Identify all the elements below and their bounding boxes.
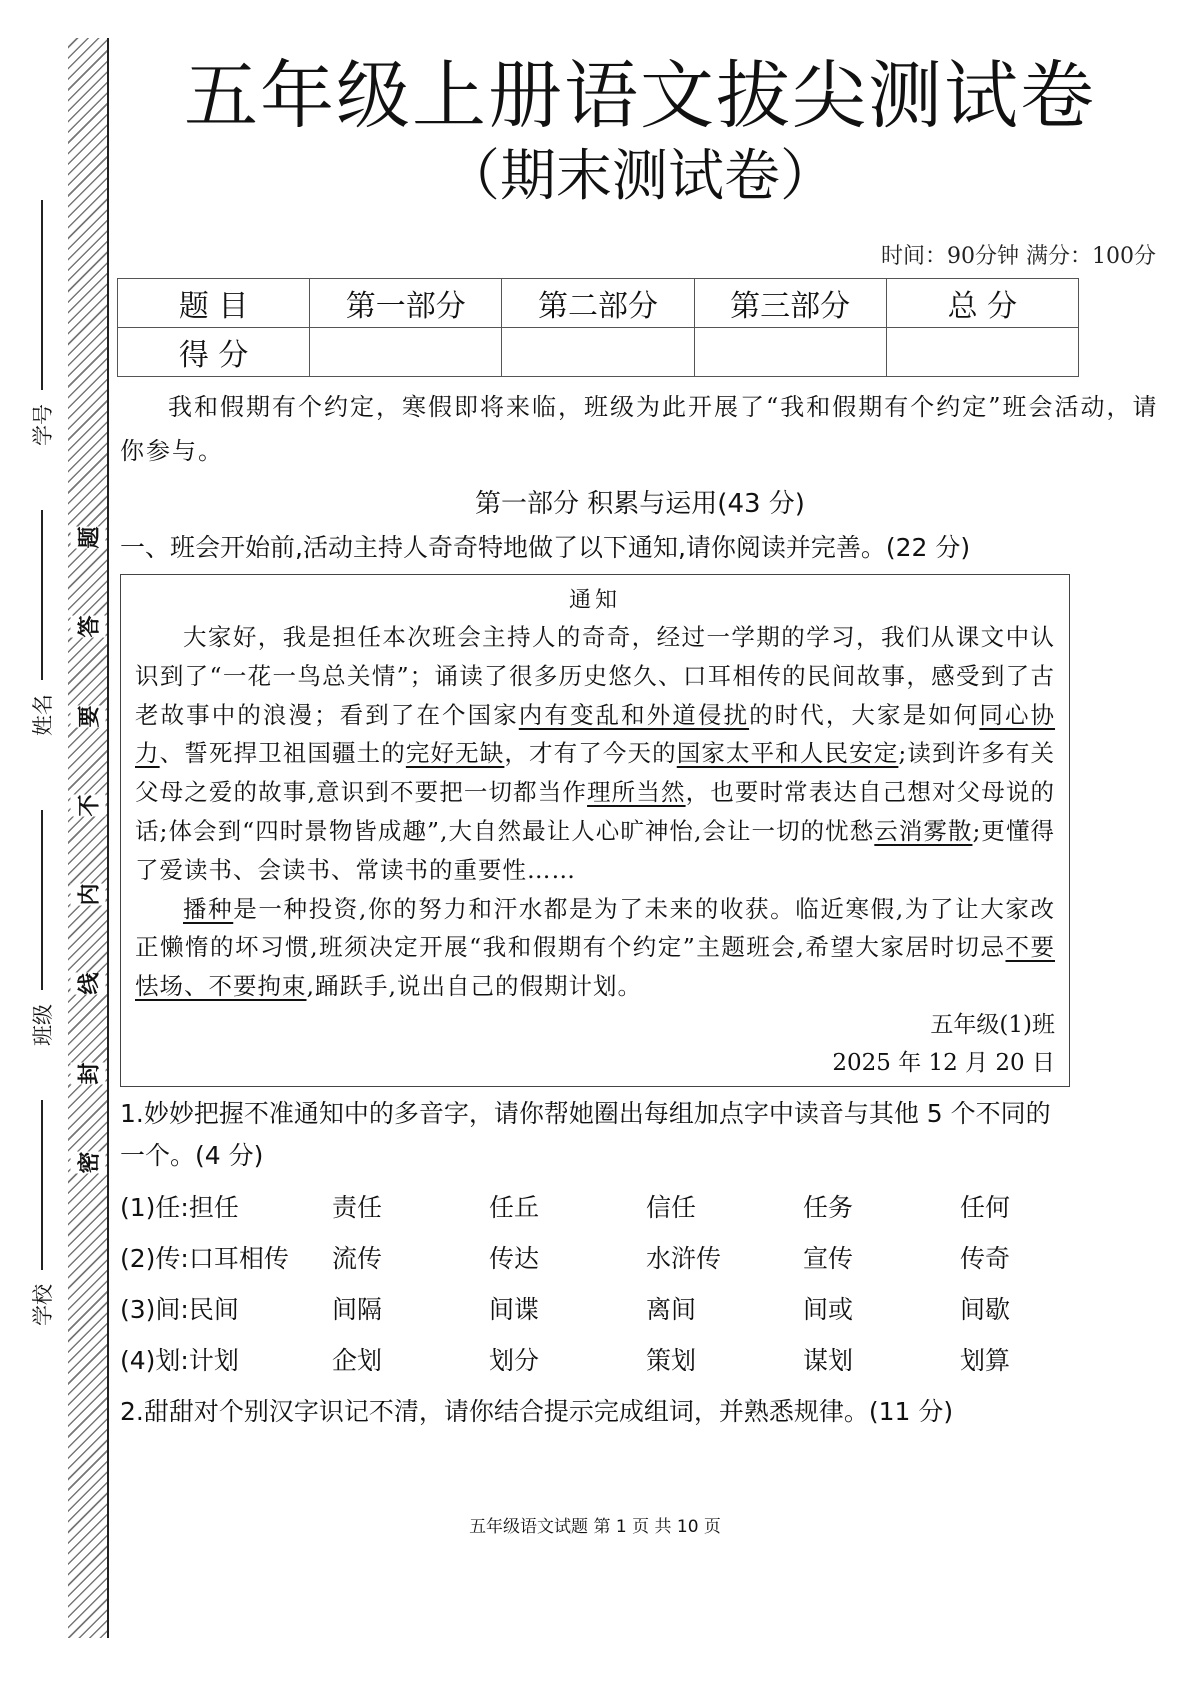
polyphone-grid	[120, 1181, 1160, 1385]
student-id-field	[22, 200, 62, 446]
name-line	[41, 510, 43, 680]
score-cell-part3[interactable]	[694, 328, 886, 377]
word-option[interactable]: (3)间:民间	[120, 1295, 239, 1325]
word-option[interactable]: 企划	[332, 1346, 383, 1376]
question-1-text: 1.妙妙把握不准通知中的多音字，请你帮她圈出每组加点字中读音与其他 5 个不同的一个。(4 分)	[120, 1098, 1051, 1170]
underlined-phrase: 国家太平和人民安定	[676, 739, 899, 768]
word-option[interactable]: 策划	[646, 1346, 697, 1376]
word-option[interactable]: 传达	[489, 1244, 540, 1274]
word-option[interactable]: 谋划	[803, 1346, 854, 1376]
word-option[interactable]: 流传	[332, 1244, 383, 1274]
time-info: 时间：90分钟 满分：100分	[881, 244, 1156, 269]
class-line	[41, 810, 43, 990]
school-field	[22, 1100, 62, 1326]
word-option[interactable]: 宣传	[803, 1244, 854, 1274]
score-header-cell: 第二部分	[502, 279, 694, 328]
polyphone-row	[120, 1181, 1160, 1232]
word-option[interactable]: 离间	[646, 1295, 697, 1325]
score-cell-part2[interactable]	[502, 328, 694, 377]
name-field	[22, 510, 62, 736]
class-label: 班级	[31, 1004, 55, 1046]
word-option[interactable]: 水浒传	[646, 1244, 722, 1274]
seal-char: 线	[70, 973, 105, 995]
notice-text: ;读到许多有关父母之爱的故事,意识到不要把一切都当作	[135, 739, 1056, 807]
class-field	[22, 810, 62, 1046]
notice-text: ，也要时常表达自己想对父母说的话;体会到“四时景物皆成趣”,大自然最让人心旷神怡,会让一切的忧愁	[135, 778, 1055, 845]
score-table	[117, 278, 1079, 377]
underlined-phrase: 内有变乱和外道侵扰	[518, 700, 750, 729]
name-label: 姓名	[31, 694, 55, 736]
seal-char: 封	[70, 1062, 105, 1084]
student-id-line	[41, 200, 43, 390]
score-header-cell: 总 分	[886, 279, 1078, 328]
school-line	[41, 1100, 43, 1270]
word-option[interactable]: 间歇	[960, 1295, 1011, 1325]
word-option[interactable]: 信任	[646, 1193, 697, 1223]
word-option[interactable]: 间隔	[332, 1295, 383, 1325]
word-option[interactable]: 间或	[803, 1295, 854, 1325]
notice-title: 通知	[568, 588, 621, 613]
notice-text: ,踊跃手,说出自己的假期计划。	[306, 972, 642, 1001]
notice-text: 、誓死捍卫祖国疆土的	[159, 739, 406, 768]
word-option[interactable]: 划分	[489, 1346, 540, 1376]
question-one-heading: 一、班会开始前,活动主持人奇奇特地做了以下通知,请你阅读并完善。(22 分)	[120, 533, 971, 562]
student-id-label: 学号	[31, 404, 55, 446]
notice-text: 是一种投资,你的努力和汗水都是为了未来的收获。临近寒假,为了让大家改正懒惰的坏习惯,班须决定开展“我和假期有个约定”主题班会,希望大家居时切忌	[135, 894, 1055, 962]
word-option[interactable]: 传奇	[960, 1244, 1011, 1274]
word-option[interactable]: 责任	[332, 1193, 383, 1223]
seal-char: 不	[70, 794, 105, 816]
notice-box	[120, 574, 1070, 1087]
notice-text: 的时代，大家是如何	[749, 700, 980, 729]
score-value-row	[118, 328, 1079, 377]
binding-margin	[0, 0, 112, 1682]
score-header-row	[118, 279, 1079, 328]
notice-text: ，才有了今天的	[504, 739, 677, 768]
seal-char: 内	[70, 884, 105, 906]
school-label: 学校	[31, 1284, 55, 1326]
section-heading: 第一部分 积累与运用(43 分)	[475, 489, 805, 519]
intro-text: 我和假期有个约定，寒假即将来临，班级为此开展了“我和假期有个约定”班会活动，请你参与。	[120, 393, 1159, 465]
word-option[interactable]: 任务	[803, 1193, 854, 1223]
score-header-cell: 题 目	[118, 279, 310, 328]
underlined-phrase: 完好无缺	[405, 739, 505, 768]
seal-char: 答	[70, 616, 105, 638]
notice-paragraph-1	[121, 618, 1069, 890]
notice-signature: 五年级(1)班	[930, 1011, 1055, 1038]
polyphone-row	[120, 1334, 1160, 1385]
word-option[interactable]: (2)传:口耳相传	[120, 1244, 289, 1274]
notice-paragraph-2	[121, 890, 1069, 1006]
word-option[interactable]: (1)任:担任	[120, 1193, 239, 1223]
page-title: 五年级上册语文拔尖测试卷	[184, 53, 1096, 139]
polyphone-row	[120, 1283, 1160, 1334]
binding-line	[107, 38, 109, 1638]
score-row-label: 得 分	[118, 328, 310, 377]
notice-text: 大家好，我是担任本次班会主持人的奇奇，经过一学期的学习，我们从课文中认识到了“一花一鸟总关情”；诵读了很多历史悠久、口耳相传的民间故事，感受到了古老故事中的浪漫；看到了在个国家	[135, 623, 1055, 729]
score-cell-part1[interactable]	[310, 328, 502, 377]
seal-char: 题	[70, 526, 105, 548]
underlined-phrase: 云消雾散	[874, 816, 973, 845]
polyphone-row	[120, 1232, 1160, 1283]
page-footer: 五年级语文试题 第 1 页 共 10 页	[469, 1517, 721, 1537]
seal-char: 要	[70, 705, 105, 727]
word-option[interactable]: 划算	[960, 1346, 1011, 1376]
seal-char: 密	[70, 1151, 105, 1173]
score-cell-total[interactable]	[886, 328, 1078, 377]
underlined-phrase: 同心协力	[135, 700, 1056, 768]
notice-date: 2025 年 12 月 20 日	[832, 1049, 1055, 1076]
score-header-cell: 第三部分	[694, 279, 886, 328]
question-2-text: 2.甜甜对个别汉字识记不清，请你结合提示完成组词，并熟悉规律。(11 分)	[120, 1396, 954, 1426]
notice-text: ;更懂得了爱读书、会读书、常读书的重要性……	[135, 816, 1056, 884]
exam-page	[120, 0, 1160, 1433]
seal-line-text	[72, 520, 104, 1180]
underlined-phrase: 播种	[183, 894, 234, 923]
score-header-cell: 第一部分	[310, 279, 502, 328]
word-option[interactable]: 任何	[960, 1193, 1011, 1223]
page-subtitle: （期末测试卷）	[444, 144, 836, 209]
underlined-phrase: 理所当然	[587, 778, 686, 807]
underlined-phrase: 不要怯场、不要拘束	[135, 933, 1055, 1001]
word-option[interactable]: 任丘	[489, 1193, 540, 1223]
word-option[interactable]: (4)划:计划	[120, 1346, 239, 1376]
word-option[interactable]: 间谍	[489, 1295, 540, 1325]
